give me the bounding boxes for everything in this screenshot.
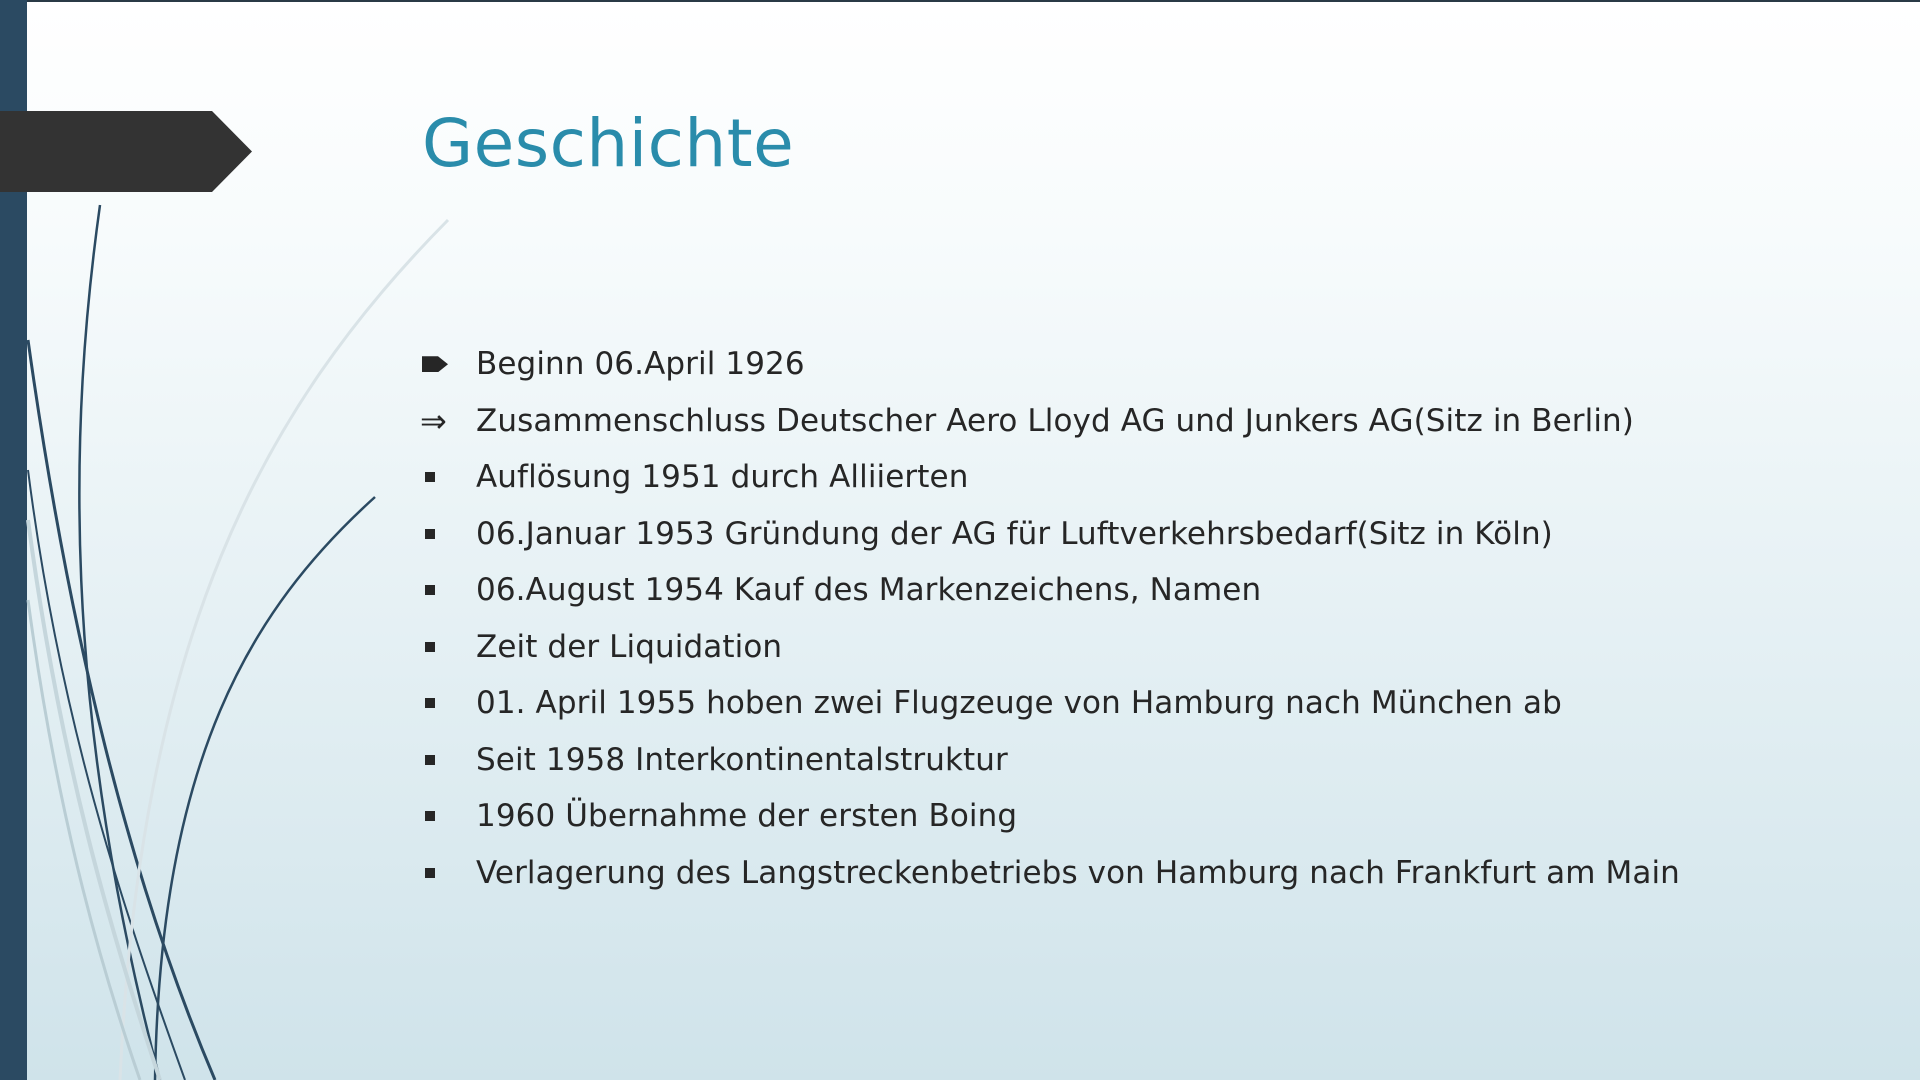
list-item <box>418 619 1858 676</box>
bullet-text: 1960 Übernahme der ersten Boing <box>476 798 1018 835</box>
bullet-text: Seit 1958 Interkontinentalstruktur <box>476 741 1008 778</box>
bullet-list <box>418 336 1858 901</box>
title-arrow-shape <box>0 111 252 192</box>
bullet-text: Verlagerung des Langstreckenbetriebs von Hamburg nach Frankfurt am Main <box>476 854 1680 891</box>
arrowhead-bullet-icon <box>422 356 448 372</box>
square-bullet-icon <box>425 698 435 708</box>
square-bullet-icon <box>425 529 435 539</box>
bullet-text: 01. April 1955 hoben zwei Flugzeuge von Hamburg nach München ab <box>476 685 1562 722</box>
square-bullet-icon <box>425 868 435 878</box>
list-item <box>418 732 1858 789</box>
list-item <box>418 506 1858 563</box>
square-bullet-icon <box>425 811 435 821</box>
slide-title: Geschichte <box>422 105 795 182</box>
list-item <box>418 562 1858 619</box>
square-bullet-icon <box>425 472 435 482</box>
bullet-text: Auflösung 1951 durch Alliierten <box>476 459 969 496</box>
list-item <box>418 336 1858 393</box>
list-item <box>418 788 1858 845</box>
list-item <box>418 393 1858 450</box>
implies-arrow-icon: ⇒ <box>420 401 447 440</box>
bullet-text: 06.Januar 1953 Gründung der AG für Luftverkehrsbedarf(Sitz in Köln) <box>476 515 1553 552</box>
list-item <box>418 675 1858 732</box>
square-bullet-icon <box>425 755 435 765</box>
bullet-text: 06.August 1954 Kauf des Markenzeichens, Namen <box>476 572 1262 609</box>
list-item <box>418 845 1858 902</box>
bullet-text: Zusammenschluss Deutscher Aero Lloyd AG und Junkers AG(Sitz in Berlin) <box>476 402 1634 439</box>
bullet-text: Beginn 06.April 1926 <box>476 346 805 383</box>
bullet-text: Zeit der Liquidation <box>476 628 783 665</box>
square-bullet-icon <box>425 642 435 652</box>
list-item <box>418 449 1858 506</box>
square-bullet-icon <box>425 585 435 595</box>
